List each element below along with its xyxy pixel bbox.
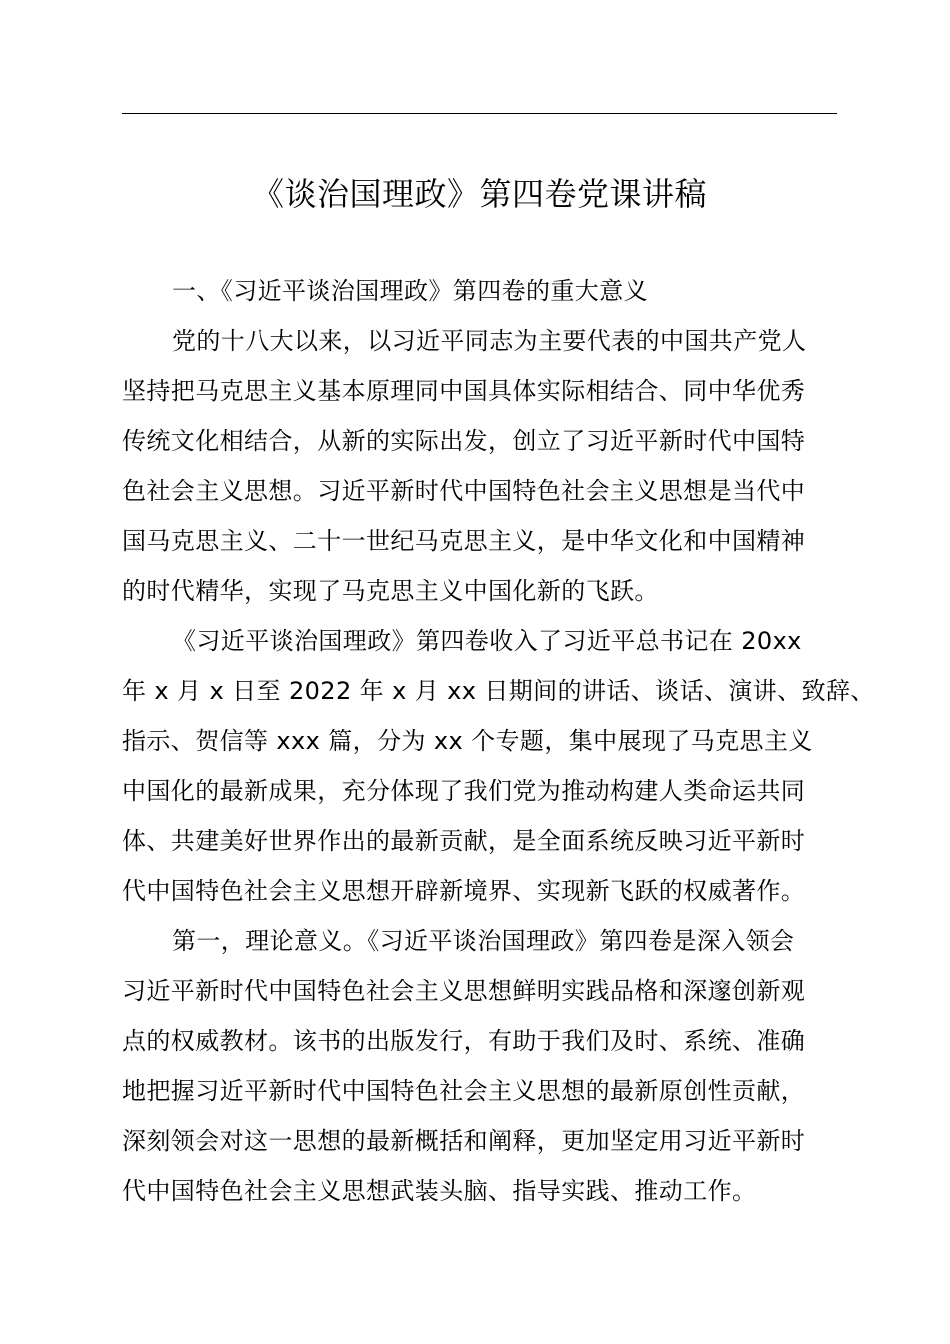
paragraph-line: 深刻领会对这一思想的最新概括和阐释，更加坚定用习近平新时 xyxy=(122,1127,806,1155)
paragraph-3 xyxy=(122,916,847,1216)
paragraph-line: 国马克思主义、二十一世纪马克思主义，是中华文化和中国精神 xyxy=(122,527,806,555)
paragraph-line: 色社会主义思想。习近平新时代中国特色社会主义思想是当代中 xyxy=(122,477,806,505)
paragraph-line: 体、共建美好世界作出的最新贡献，是全面系统反映习近平新时 xyxy=(122,827,806,855)
paragraph-line: 传统文化相结合，从新的实际出发，创立了习近平新时代中国特 xyxy=(122,427,806,455)
paragraph-2 xyxy=(122,616,875,916)
paragraph-line: 党的十八大以来，以习近平同志为主要代表的中国共产党人 xyxy=(172,327,807,355)
section-heading: 一、《习近平谈治国理政》第四卷的重大意义 xyxy=(172,277,648,305)
paragraph-line: 代中国特色社会主义思想武装头脑、指导实践、推动工作。 xyxy=(122,1177,757,1205)
paragraph-line: 中国化的最新成果，充分体现了我们党为推动构建人类命运共同 xyxy=(122,777,806,805)
paragraph-1 xyxy=(122,316,847,616)
paragraph-line: 年 x 月 x 日至 2022 年 x 月 xx 日期间的讲话、谈话、演讲、致辞、 xyxy=(122,677,875,705)
paragraph-line: 地把握习近平新时代中国特色社会主义思想的最新原创性贡献， xyxy=(122,1077,806,1105)
document-title: 《谈治国理政》第四卷党课讲稿 xyxy=(251,175,707,213)
paragraph-line: 《习近平谈治国理政》第四卷收入了习近平总书记在 20xx xyxy=(172,627,802,655)
paragraph-line: 指示、贺信等 xxx 篇，分为 xx 个专题，集中展现了马克思主义 xyxy=(122,727,813,755)
paragraph-line: 的时代精华，实现了马克思主义中国化新的飞跃。 xyxy=(122,577,659,605)
paragraph-line: 点的权威教材。该书的出版发行，有助于我们及时、系统、准确 xyxy=(122,1027,806,1055)
document-body xyxy=(122,266,875,1216)
header-rule xyxy=(122,113,837,114)
paragraph-line: 习近平新时代中国特色社会主义思想鲜明实践品格和深邃创新观 xyxy=(122,977,806,1005)
paragraph-line: 代中国特色社会主义思想开辟新境界、实现新飞跃的权威著作。 xyxy=(122,877,806,905)
paragraph-line: 坚持把马克思主义基本原理同中国具体实际相结合、同中华优秀 xyxy=(122,377,806,405)
paragraph-line: 第一，理论意义。《习近平谈治国理政》第四卷是深入领会 xyxy=(172,927,795,955)
